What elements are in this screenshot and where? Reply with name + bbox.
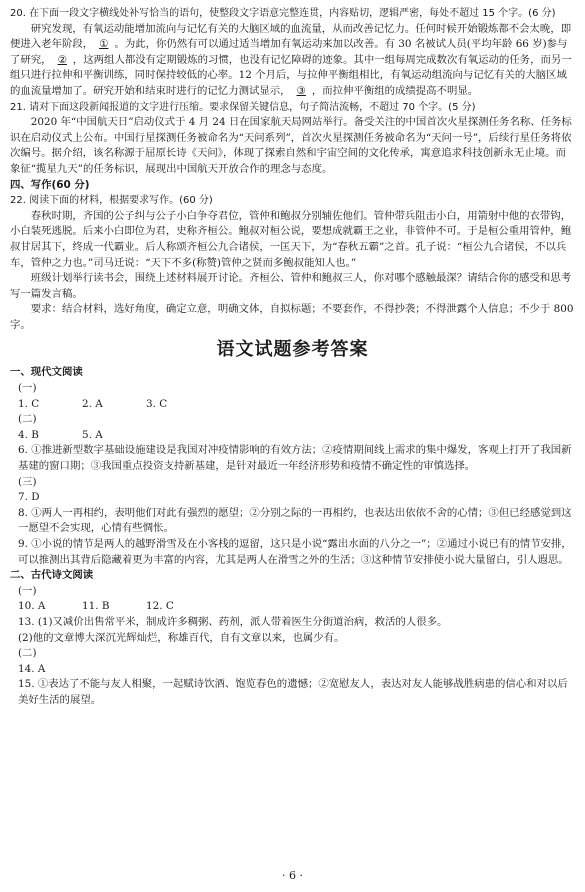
answer-key-title: 语文试题参考答案 bbox=[216, 339, 369, 361]
question-22-requirements: 要求：结合材料，选好角度，确定立意，明确文体，自拟标题；不要套作，不得抄袭；不得泄露个人信息；不少于 800 字。 bbox=[10, 303, 574, 331]
part2-heading: 二、古代诗文阅读 bbox=[10, 569, 94, 582]
question-21-news: 2020 年“中国航天日”启动仪式于 4 月 24 日在国家航天局网站举行。备受关注的中国首次火星探测任务名称、任务标识在启动仪式上公布。中国行星探测任务被命名为“天问系列”，首次火星探测任务被命名为“天问一号”，后续行星任务将依次编号。据介绍，该名称源于屈原长诗《天问》，体现了探索自然和宇宙空间的文化传承，寓意追求科技创新永无止境。而象征“揽星九天”的任务标识，展现出中国航天开放合作的理念与态度。 bbox=[10, 116, 572, 175]
question-22-prompt: 22. 阅读下面的材料，根据要求写作。(60 分) bbox=[10, 195, 213, 207]
answer-14: 14. A bbox=[18, 662, 46, 675]
answer-15: 15. ①表达了不能与友人相聚，一起赋诗饮酒、饱览春色的遗憾；②宽慰友人，表达对友人能够战胜病患的信心和对以后美好生活的展望。 bbox=[18, 678, 568, 706]
part1-heading: 一、现代文阅读 bbox=[10, 366, 83, 379]
blank-2: ② bbox=[57, 53, 67, 66]
answers-1-3: 1. C 2. A 3. C bbox=[18, 397, 168, 410]
question-20-prompt: 20. 在下面一段文字横线处补写恰当的语句，使整段文字语意完整连贯，内容贴切，逻辑严密，每处不超过 15 个字。(6 分) bbox=[10, 8, 556, 19]
part1-sub3: (三) bbox=[18, 475, 37, 488]
section-writing-heading: 四、写作(60 分) bbox=[10, 178, 90, 191]
page-number: · 6 · bbox=[282, 869, 303, 883]
question-22-task: 班级计划举行读书会，围绕上述材料展开讨论。齐桓公、管仲和鲍叔三人，你对哪个感触最深？请结合你的感受和思考写一篇发言稿。 bbox=[10, 272, 572, 300]
answer-9: 9. ①小说的情节是两人的越野滑雪及在小客栈的逗留，这只是小说“露出水面的八分之一”；②通过小说已有的情节安排，可以推测出其背后隐藏着更为丰富的内容，尤其是两人在滑雪之外的生活；③这种情节安排使小说大量留白，引人遐思。 bbox=[18, 538, 572, 566]
blank-3: ③ bbox=[296, 84, 306, 97]
answer-13-2: (2)他的文章博大深沉光辉灿烂，称雄百代，自有文章以来，也属少有。 bbox=[18, 631, 345, 644]
question-21-prompt: 21. 请对下面这段新闻报道的文字进行压缩。要求保留关键信息，句子简洁流畅，不超过 70 个字。(5 分) bbox=[10, 101, 476, 113]
part2-sub2: (二) bbox=[18, 647, 37, 660]
blank-1: ① bbox=[99, 38, 109, 51]
part2-sub1: (一) bbox=[18, 584, 37, 597]
question-20-passage: 研究发现，有氧运动能增加流向与记忆有关的大脑区域的血流量，从而改善记忆力。任何时候开始锻炼都不会太晚，即便进入老年阶段， ① 。为此，你仍然有可以通过适当增加有氧运动来加以改善。有 30 名被试人员(平均年龄 66 岁)参与了研究， ② ，这两组人都没有定期锻炼的习惯，也没有记忆障碍的迹象。其中一组每周完成数次有氧运动的任务，而另一组只进行拉伸和平衡训练，同时保持较低的心率。12 个月后，与拉伸平衡组相比，有氧运动组流向与记忆有关的大脑区域的血流量增加了。研究开始和结束时进行的记忆力测试显示， ③ ，而拉伸平衡组的成绩提高不明显。 bbox=[10, 22, 572, 97]
part1-sub2: (二) bbox=[18, 413, 37, 426]
answer-7: 7. D bbox=[18, 491, 40, 504]
answers-10-12: 10. A 11. B 12. C bbox=[18, 600, 174, 613]
answer-8: 8. ①两人一再相约，表明他们对此有强烈的愿望；②分别之际的一再相约，也表达出依依不舍的心情；③但已经感觉到这一愿望不会实现，心情有些惆怅。 bbox=[18, 506, 572, 535]
answers-4-5: 4. B 5. A bbox=[18, 428, 103, 441]
answer-6: 6. ①推进新型数字基础设施建设是我国对冲疫情影响的有效方法；②疫情期间线上需求的集中爆发，客观上打开了我国新基建的窗口期；③我国重点投资支持新基建，是针对最近一年经济形势和疫情不确定性的审慎选择。 bbox=[18, 444, 572, 473]
part1-sub1: (一) bbox=[18, 382, 37, 395]
answer-13-1: 13. (1)又减价出售常平米，制成许多稠粥、药剂，派人带着医生分街道治病，救活的人很多。 bbox=[18, 615, 448, 628]
question-22-material: 春秋时期，齐国的公子纠与公子小白争夺君位，管仲和鲍叔分别辅佐他们。管仲带兵阻击小白，用箭射中他的衣带钩，小白装死逃脱。后来小白即位为君，史称齐桓公。鲍叔对桓公说，要想成就霸王之业，非管仲不可。于是桓公重用管仲，鲍叔甘居其下，终成一代霸业。后人称颂齐桓公九合诸侯，一匡天下，为“春秋五霸”之首。孔子说：“桓公九合诸侯，不以兵车，管仲之力也。”司马迁说：“天下不多(称赞)管仲之贤而多鲍叔能知人也。” bbox=[10, 209, 572, 269]
